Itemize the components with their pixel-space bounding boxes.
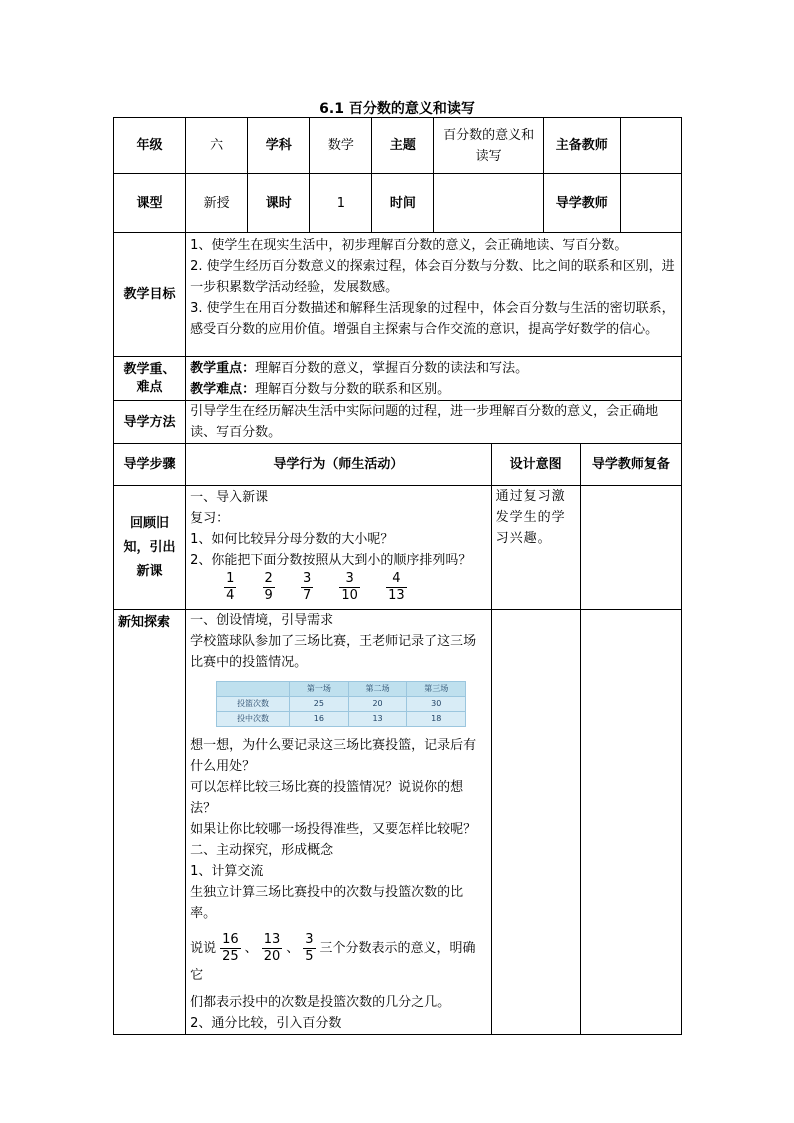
fraction: $\frac{3}{10}$	[341, 571, 358, 603]
explore-line: 一、创设情境，引导需求	[190, 613, 334, 628]
time-label: 时间	[372, 174, 434, 233]
fraction-meaning-line: 说说 $\frac{16}{25}$ 、 $\frac{13}{20}$ 、 $\frac{3}{5}$ 三个分数表示的意义，明确它	[190, 932, 476, 983]
steps-col-label: 导学步骤	[114, 444, 186, 486]
method-row	[114, 401, 682, 444]
important-text: 理解百分数的意义，掌握百分数的读法和写法。	[255, 360, 529, 376]
difficult-label: 教学难点：	[190, 381, 256, 397]
explore-line: 二、主动探究，形成概念	[190, 843, 334, 858]
review-row	[114, 486, 682, 610]
review-teacher-notes	[580, 486, 681, 610]
fraction: $\frac{1}{4}$	[226, 571, 235, 603]
fraction: $\frac{4}{13}$	[388, 571, 405, 603]
explore-line: 2、通分比较，引入百分数	[190, 1016, 342, 1031]
method-text: 引导学生在经历解决生活中实际问题的过程，进一步理解百分数的意义，会正确地读、写百分数。	[186, 401, 682, 444]
topic-value: 百分数的意义和读写	[434, 118, 543, 174]
lesson-type-label: 课型	[114, 174, 186, 233]
explore-teacher-notes	[580, 610, 681, 1035]
review-col-label: 导学教师复备	[580, 444, 681, 486]
goals-row	[114, 233, 682, 357]
goal-item: 3. 使学生在用百分数描述和解释生活现象的过程中，体会百分数与生活的密切联系，感受百分数的应用价值。增强自主探索与合作交流的意识，提高学好数学的信心。	[190, 301, 675, 337]
fraction: $\frac{2}{9}$	[264, 571, 273, 603]
explore-design-intent	[491, 610, 580, 1035]
review-line: 1、如何比较异分母分数的大小呢？	[190, 532, 394, 547]
review-line: 复习：	[190, 511, 230, 526]
stats-header: 第三场	[407, 682, 466, 697]
goal-item: 1、使学生在现实生活中，初步理解百分数的意义，会正确地读、写百分数。	[190, 238, 628, 253]
topic-label: 主题	[372, 118, 434, 174]
explore-line: 们都表示投中的次数是投篮次数的几分之几。	[190, 995, 451, 1010]
period-value: 1	[310, 174, 372, 233]
fraction: $\frac{3}{7}$	[302, 571, 312, 603]
fraction: $\frac{16}{25}$	[222, 932, 239, 964]
difficult-text: 理解百分数与分数的联系和区别。	[255, 381, 451, 397]
fraction: $\frac{3}{5}$	[305, 932, 314, 964]
design-col-label: 设计意图	[491, 444, 580, 486]
explore-content	[186, 610, 491, 1035]
key-points-label: 教学重、难点	[114, 357, 186, 401]
explore-line: 学校篮球队参加了三场比赛，王老师记录了这三场比赛中的投篮情况。	[190, 634, 477, 670]
explore-line: 如果让你比较哪一场投得准些，又要怎样比较呢？	[190, 822, 477, 837]
goal-item: 2. 使学生经历百分数意义的探索过程，体会百分数与分数、比之间的联系和区别，进一步积累数学活动经验，发展数感。	[190, 259, 675, 295]
header-row-2	[114, 174, 682, 233]
important-label: 教学重点：	[190, 360, 256, 376]
explore-line: 生独立计算三场比赛投中的次数与投篮次数的比率。	[190, 885, 464, 921]
explore-line: 1、计算交流	[190, 864, 264, 879]
header-row-1	[114, 118, 682, 174]
stats-row: 投中次数 16 13 18	[217, 712, 466, 727]
subject-label: 学科	[248, 118, 310, 174]
grade-value: 六	[186, 118, 248, 174]
subject-value: 数学	[310, 118, 372, 174]
explore-line: 想一想，为什么要记录这三场比赛投篮，记录后有什么用处？	[190, 738, 477, 774]
explore-line: 可以怎样比较三场比赛的投篮情况？说说你的想法？	[190, 780, 464, 816]
time-value	[434, 174, 543, 233]
steps-header-row	[114, 444, 682, 486]
shot-stats-table	[216, 681, 466, 727]
stats-header: 第二场	[348, 682, 407, 697]
lesson-plan-table	[113, 117, 682, 1035]
review-design-intent: 通过复习激发学生的学习兴趣。	[491, 486, 580, 610]
stats-header: 第一场	[290, 682, 349, 697]
review-label: 回顾旧知，引出新课	[114, 486, 186, 610]
grade-label: 年级	[114, 118, 186, 174]
document-title: 6.1 百分数的意义和读写	[319, 101, 475, 117]
period-label: 课时	[248, 174, 310, 233]
lead-teacher-value	[620, 118, 681, 174]
fractions-row	[190, 571, 486, 604]
explore-label: 新知探索	[114, 610, 186, 1035]
review-content	[186, 486, 491, 610]
explore-row	[114, 610, 682, 1035]
lesson-type-value: 新授	[186, 174, 248, 233]
lead-teacher-label: 主备教师	[543, 118, 620, 174]
guide-teacher-value	[620, 174, 681, 233]
stats-row: 投篮次数 25 20 30	[217, 697, 466, 712]
guide-teacher-label: 导学教师	[543, 174, 620, 233]
goals-label: 教学目标	[114, 233, 186, 357]
key-points-row	[114, 357, 682, 401]
method-label: 导学方法	[114, 401, 186, 444]
key-points-content	[186, 357, 682, 401]
activity-col-label: 导学行为（师生活动）	[186, 444, 491, 486]
goals-content	[186, 233, 682, 357]
review-line: 一、导入新课	[190, 490, 269, 505]
fraction: $\frac{13}{20}$	[263, 932, 281, 964]
review-line: 2、你能把下面分数按照从大到小的顺序排列吗？	[190, 553, 472, 568]
